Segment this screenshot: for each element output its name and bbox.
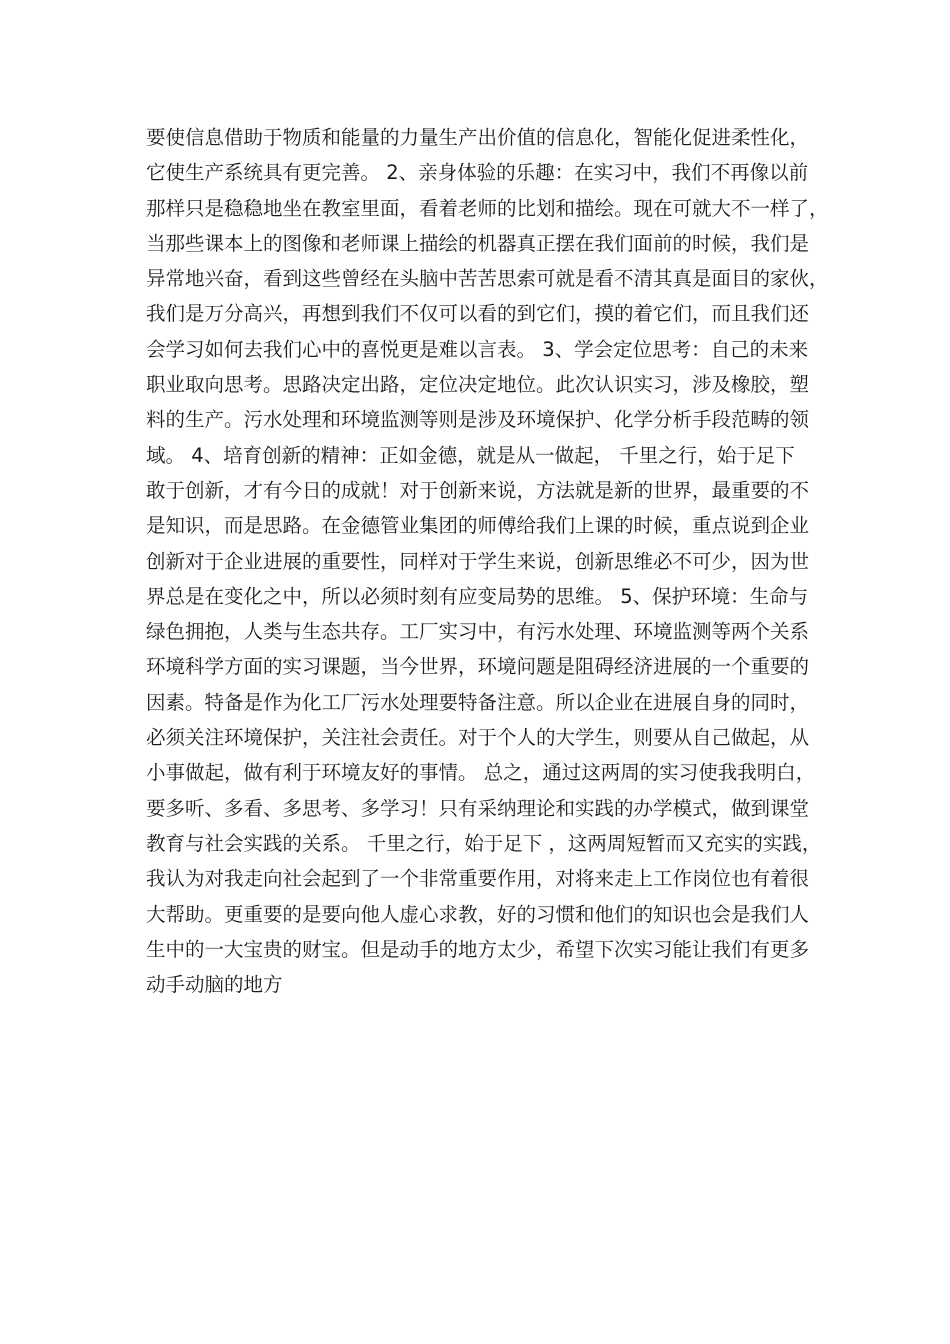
text-line: 动手动脑的地方 [146,973,283,997]
text-line: 当那些课本上的图像和老师课上描绘的机器真正摆在我们面前的时候，我们是 [146,231,810,255]
text-line: 域。 4、培育创新的精神：正如金德，就是从一做起， 千里之行，始于足下 [146,443,795,467]
text-line: 我认为对我走向社会起到了一个非常重要作用，对将来走上工作岗位也有着很 [146,867,810,891]
text-line: 必须关注环境保护，关注社会责任。对于个人的大学生，则要从自己做起，从 [146,726,810,750]
text-line: 职业取向思考。思路决定出路，定位决定地位。此次认识实习，涉及橡胶，塑 [146,373,810,397]
text-line: 要使信息借助于物质和能量的力量生产出价值的信息化，智能化促进柔性化， [146,126,810,149]
text-line: 异常地兴奋，看到这些曾经在头脑中苦苦思索可就是看不清其真是面目的家伙， [146,267,829,291]
text-line: 界总是在变化之中，所以必须时刻有应变局势的思维。 5、保护环境：生命与 [146,584,809,608]
text-line: 小事做起，做有利于环境友好的事情。 总之，通过这两周的实习使我我明白， [146,761,816,785]
text-line: 教育与社会实践的关系。 千里之行，始于足下 ，这两周短暂而又充实的实践， [146,831,822,855]
text-line: 它使生产系统具有更完善。 2、亲身体验的乐趣：在实习中，我们不再像以前 [146,161,809,185]
text-line: 是知识，而是思路。在金德管业集团的师傅给我们上课的时候，重点说到企业 [146,514,810,538]
text-line: 我们是万分高兴，再想到我们不仅可以看的到它们，摸的着它们，而且我们还 [146,302,810,326]
text-line: 生中的一大宝贵的财宝。但是动手的地方太少，希望下次实习能让我们有更多 [146,937,810,961]
text-line: 创新对于企业进展的重要性，同样对于学生来说，创新思维必不可少，因为世 [146,549,810,573]
text-line: 料的生产。污水处理和环境监测等则是涉及环境保护、化学分析手段范畴的领 [146,408,810,432]
text-line: 那样只是稳稳地坐在教室里面，看着老师的比划和描绘。现在可就大不一样了， [146,196,829,220]
body-text [146,120,829,1002]
text-line: 环境科学方面的实习课题，当今世界，环境问题是阻碍经济进展的一个重要的 [146,655,810,679]
text-line: 敢于创新，才有今日的成就！对于创新来说，方法就是新的世界，最重要的不 [146,478,810,502]
text-line: 大帮助。更重要的是要向他人虚心求教，好的习惯和他们的知识也会是我们人 [146,902,810,926]
text-line: 会学习如何去我们心中的喜悦更是难以言表。 3、学会定位思考：自己的未来 [146,337,809,361]
text-line: 绿色拥抱，人类与生态共存。工厂实习中，有污水处理、环境监测等两个关系 [146,620,810,644]
text-line: 要多听、多看、多思考、多学习！只有采纳理论和实践的办学模式，做到课堂 [146,796,810,820]
text-line: 因素。特备是作为化工厂污水处理要特备注意。所以企业在进展自身的同时， [146,690,810,714]
